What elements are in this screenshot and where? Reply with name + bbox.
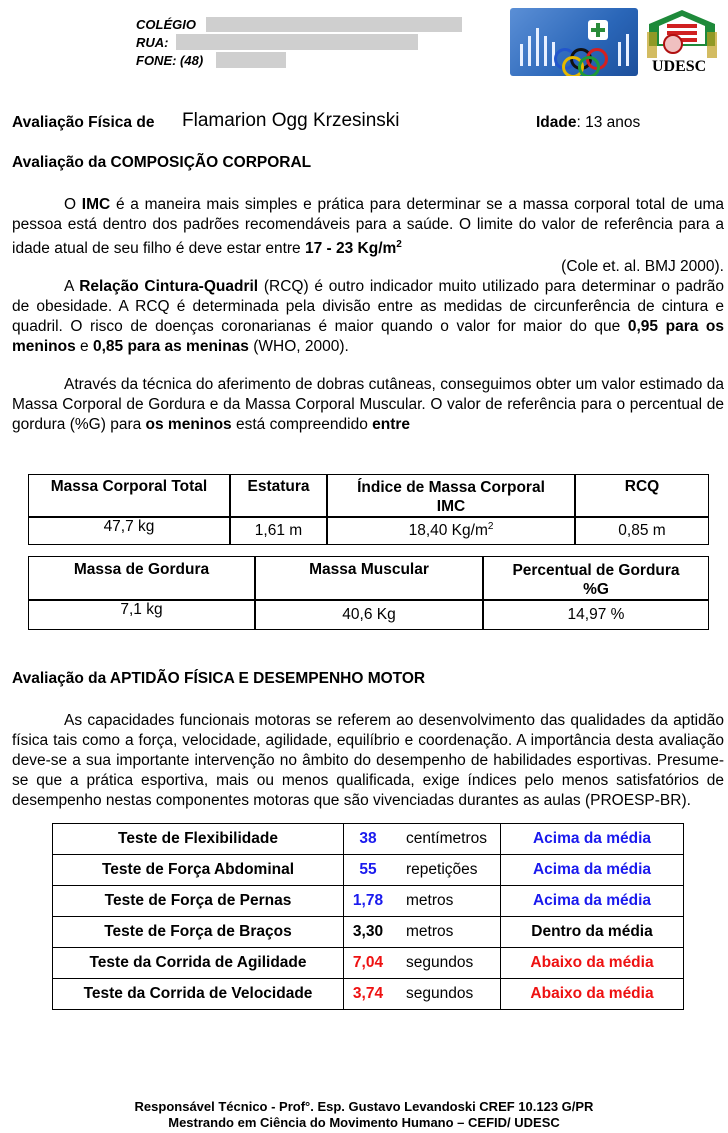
test-row [53,917,683,948]
test-result: Acima da média [501,824,683,855]
footer-responsible: Responsável Técnico - Prof°. Esp. Gustavo Levandoski CREF 10.123 G/PR [134,1099,594,1114]
header-height: Estatura [230,474,327,517]
fat-muscle-table [28,556,709,630]
header-total-mass: Massa Corporal Total [28,474,230,517]
test-unit: metros [392,917,501,948]
header-fat-mass: Massa de Gordura [28,556,255,600]
test-value: 7,04 [344,948,392,979]
ring-icon [578,56,600,76]
value-fat-percent: 14,97 % [483,600,709,630]
test-label: Teste da Corrida de Velocidade [53,979,344,1009]
test-label: Teste de Força de Pernas [53,886,344,917]
value-height: 1,61 m [230,517,327,545]
test-row [53,824,683,855]
udesc-logo-text: UDESC [652,58,707,75]
rcq-paragraph: A Relação Cintura-Quadril (RCQ) é outro indicador muito utilizado para determinar o padrão de obesidade. A RCQ é determinada pela divisão entre as medidas de circunferência de cintura e quadril. O risco de doenças coronarianas é maior quando o valor for maior do que 0,95 para os meninos e 0,85 para as meninas (WHO, 2000). [12,278,725,355]
test-unit: centímetros [392,824,501,855]
test-result: Dentro da média [501,917,683,948]
test-unit: segundos [392,979,501,1009]
fitness-heading: Avaliação da APTIDÃO FÍSICA E DESEMPENHO MOTOR [12,670,426,687]
header-imc: Índice de Massa Corporal IMC [327,474,575,517]
skinfold-paragraph: Através da técnica do aferimento de dobras cutâneas, conseguimos obter um valor estimado da Massa Corporal de Gordura e da Massa Corporal Muscular. O valor de referência para o percentual de gordura (%G) para os meninos está compreendido entre [12,376,724,433]
test-value: 1,78 [344,886,392,917]
test-value: 38 [344,824,392,855]
fitness-paragraph: As capacidades funcionais motoras se referem ao desenvolvimento das qualidades da aptidão física tais como a força, velocidade, agilidade, equilíbrio e coordenação. A importância desta avaliação deve-se a sua importante intervenção no âmbito do desempenho de habilidades esportivas. Presume-se que a prática esportiva, mais ou menos qualificada, exige índices pelo menos satisfatórios de desempenho nestas componentes motoras que são vivenciadas durantes as aulas (PROESP-BR). [12,712,724,809]
test-value: 3,74 [352,985,384,1002]
student-name: Flamarion Ogg Krzesinski [182,110,400,131]
test-result: Acima da média [501,855,683,886]
header-rcq: RCQ [575,474,709,517]
value-muscle-mass: 40,6 Kg [255,600,483,630]
composition-heading: Avaliação da COMPOSIÇÃO CORPORAL [12,154,312,171]
test-unit: segundos [392,948,501,979]
motor-tests-table [52,823,684,1010]
test-label: Teste de Força de Braços [53,917,344,948]
imc-citation: (Cole et. al. BMJ 2000). [561,258,724,275]
test-row [53,948,683,979]
test-value: 3,30 [344,917,392,948]
age-label: Idade [536,114,577,131]
test-row [53,886,683,917]
test-row [53,855,683,886]
street-label: RUA: [136,35,169,50]
games-logo [510,8,638,76]
age-field [536,114,640,132]
imc-paragraph: O IMC é a maneira mais simples e prática para determinar se a massa corporal total de uma pessoa está dentro dos padrões recomendáveis para a saúde. O limite do valor de referência para a idade atual de seu filho é deve estar entre 17 - 23 $Kg/m^2$ [12,196,724,258]
value-total-mass: 47,7 kg [28,517,230,545]
phone-label: FONE: (48) [136,53,204,68]
school-name-redaction [206,17,462,32]
eval-title-prefix: Avaliação Física de [12,114,155,131]
test-unit: metros [392,886,501,917]
age-value: : 13 anos [576,114,641,131]
phone-redaction [216,52,286,68]
test-unit: repetições [392,855,501,886]
value-fat-mass: 7,1 kg [28,600,255,630]
school-label: COLÉGIO [136,17,196,32]
test-result: Acima da média [501,886,683,917]
footer-masters: Mestrando em Ciência do Movimento Humano – CEFID/ UDESC [168,1115,560,1130]
test-result: Abaixo da média [530,985,654,1002]
test-value: 55 [344,855,392,886]
value-imc: 18,40 $Kg/m^2$ [327,517,575,545]
header-fat-percent: Percentual de Gordura %G [483,556,709,600]
test-label: Teste de Flexibilidade [53,824,344,855]
test-result: Abaixo da média [501,948,683,979]
test-row [53,979,683,1009]
test-label: Teste da Corrida de Agilidade [53,948,344,979]
header-muscle-mass: Massa Muscular [255,556,483,600]
body-composition-table [28,474,709,545]
value-rcq: 0,85 m [575,517,709,545]
test-label: Teste de Força Abdominal [53,855,344,886]
street-redaction [176,34,418,50]
cross-icon [588,20,608,40]
